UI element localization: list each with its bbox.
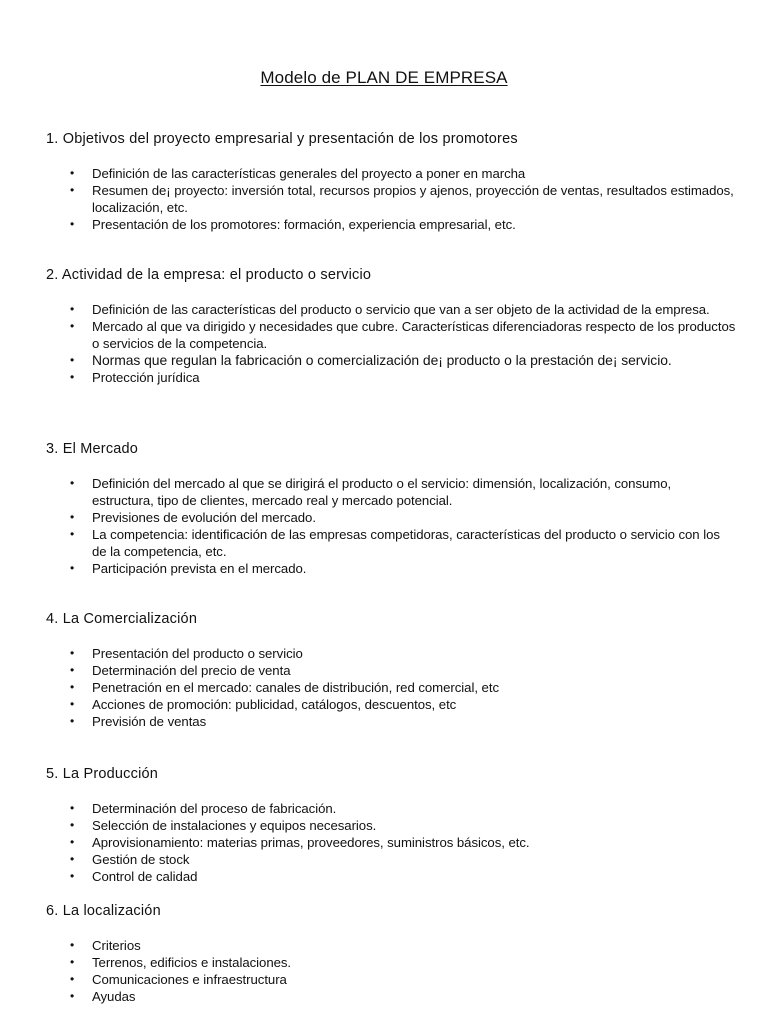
bullet-list — [46, 937, 736, 1005]
bullet-list — [46, 301, 736, 386]
bullet-icon: • — [70, 955, 75, 969]
bullet-icon: • — [70, 476, 75, 490]
list-item — [46, 800, 736, 817]
section-comercializacion — [46, 610, 736, 730]
bullet-list — [46, 475, 736, 577]
bullet-icon: • — [70, 319, 75, 333]
list-item — [46, 713, 736, 730]
bullet-icon: • — [70, 801, 75, 815]
list-item — [46, 560, 736, 577]
list-item-text: Protección jurídica — [92, 370, 200, 385]
list-item — [46, 369, 736, 386]
section-heading: 3. El Mercado — [46, 441, 139, 457]
list-item — [46, 475, 736, 509]
list-item — [46, 988, 736, 1005]
list-item-text: Selección de instalaciones y equipos necesarios. — [92, 818, 377, 833]
list-item-text: Presentación del producto o servicio — [92, 646, 303, 661]
list-item-text: Definición de las características del producto o servicio que van a ser objeto de la actividad de la empresa. — [92, 302, 710, 317]
list-item — [46, 696, 736, 713]
bullet-icon: • — [70, 217, 75, 231]
section-mercado — [46, 440, 736, 577]
bullet-list — [46, 800, 736, 885]
list-item-text: Previsión de ventas — [92, 714, 207, 729]
section-objetivos — [46, 130, 736, 233]
list-item — [46, 216, 736, 233]
list-item — [46, 662, 736, 679]
list-item — [46, 318, 736, 352]
section-heading: 4. La Comercialización — [46, 611, 198, 627]
bullet-icon: • — [70, 938, 75, 952]
list-item-text: Previsiones de evolución del mercado. — [92, 510, 316, 525]
list-item-text: La competencia: identificación de las empresas competidoras, características del producto o servicio con los de la competencia, etc. — [92, 527, 720, 559]
bullet-icon: • — [70, 183, 75, 197]
list-item-text: Definición de las características generales del proyecto a poner en marcha — [92, 166, 526, 181]
list-item — [46, 165, 736, 182]
section-heading: 6. La localización — [46, 903, 161, 919]
bullet-icon: • — [70, 680, 75, 694]
bullet-list — [46, 165, 736, 233]
bullet-icon: • — [70, 302, 75, 316]
list-item-text: Normas que regulan la fabricación o comercialización de¡ producto o la prestación de¡ servicio. — [92, 352, 672, 368]
section-heading: 5. La Producción — [46, 766, 159, 782]
list-item — [46, 645, 736, 662]
section-heading: 1. Objetivos del proyecto empresarial y presentación de los promotores — [46, 131, 518, 147]
bullet-icon: • — [70, 370, 75, 384]
list-item-text: Comunicaciones e infraestructura — [92, 972, 287, 987]
list-item — [46, 971, 736, 988]
list-item-text: Participación prevista en el mercado. — [92, 561, 307, 576]
bullet-icon: • — [70, 869, 75, 883]
bullet-icon: • — [70, 989, 75, 1003]
list-item — [46, 526, 736, 560]
bullet-icon: • — [70, 353, 75, 367]
list-item-text: Definición del mercado al que se dirigirá el producto o el servicio: dimensión, localización, consumo, estructura, tipo de clientes, mercado real y mercado potencial. — [92, 476, 672, 508]
bullet-icon: • — [70, 663, 75, 677]
bullet-icon: • — [70, 972, 75, 986]
list-item-text: Aprovisionamiento: materias primas, proveedores, suministros básicos, etc. — [92, 835, 530, 850]
list-item-text: Terrenos, edificios e instalaciones. — [92, 955, 292, 970]
list-item-text: Control de calidad — [92, 869, 198, 884]
list-item — [46, 817, 736, 834]
section-localizacion — [46, 902, 736, 1005]
list-item-text: Gestión de stock — [92, 852, 190, 867]
list-item-text: Penetración en el mercado: canales de distribución, red comercial, etc — [92, 680, 499, 695]
bullet-list — [46, 645, 736, 730]
list-item-text: Determinación del proceso de fabricación. — [92, 801, 337, 816]
section-produccion — [46, 765, 736, 885]
document-title: Modelo de PLAN DE EMPRESA — [260, 68, 508, 87]
list-item — [46, 937, 736, 954]
bullet-icon: • — [70, 818, 75, 832]
list-item-text: Determinación del precio de venta — [92, 663, 291, 678]
bullet-icon: • — [70, 166, 75, 180]
list-item — [46, 868, 736, 885]
list-item-text: Presentación de los promotores: formación, experiencia empresarial, etc. — [92, 217, 516, 232]
section-actividad — [46, 266, 736, 386]
list-item-text: Mercado al que va dirigido y necesidades que cubre. Características diferenciadoras respecto de los productos o servicios de la competencia. — [92, 319, 736, 351]
bullet-icon: • — [70, 697, 75, 711]
list-item — [46, 834, 736, 851]
list-item — [46, 954, 736, 971]
list-item — [46, 679, 736, 696]
list-item — [46, 509, 736, 526]
list-item — [46, 182, 736, 216]
bullet-icon: • — [70, 852, 75, 866]
list-item-text: Criterios — [92, 938, 141, 953]
list-item-text: Acciones de promoción: publicidad, catálogos, descuentos, etc — [92, 697, 457, 712]
bullet-icon: • — [70, 714, 75, 728]
list-item-text: Resumen de¡ proyecto: inversión total, recursos propios y ajenos, proyección de ventas, resultados estimados, localización, etc. — [92, 183, 734, 215]
bullet-icon: • — [70, 561, 75, 575]
list-item — [46, 851, 736, 868]
bullet-icon: • — [70, 527, 75, 541]
bullet-icon: • — [70, 835, 75, 849]
list-item-text: Ayudas — [92, 989, 136, 1004]
bullet-icon: • — [70, 646, 75, 660]
bullet-icon: • — [70, 510, 75, 524]
list-item — [46, 352, 736, 369]
section-heading: 2. Actividad de la empresa: el producto o servicio — [46, 267, 372, 283]
list-item — [46, 301, 736, 318]
